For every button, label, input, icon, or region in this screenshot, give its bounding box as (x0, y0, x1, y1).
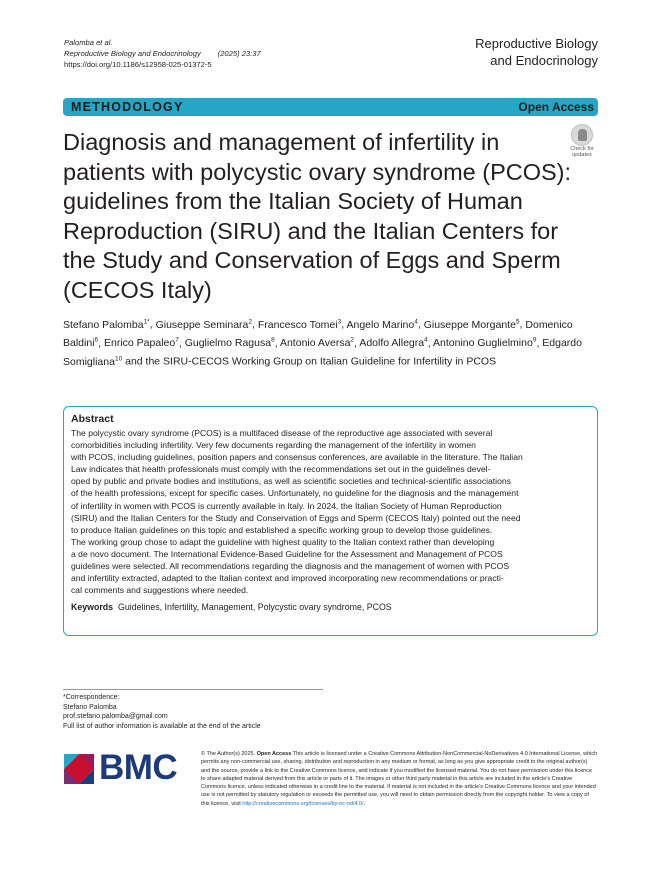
bmc-logo-mark-icon (64, 754, 94, 784)
author-affiliation: 5 (515, 318, 520, 325)
article-type: METHODOLOGY (71, 100, 184, 114)
author-name: Giuseppe Seminara$^2$ (155, 318, 252, 331)
doi-link[interactable]: https://doi.org/10.1186/s12958-025-01372-5 (64, 60, 212, 69)
author-affiliation: 4 (414, 318, 418, 325)
abstract-line: Law indicates that health professionals must comply with the recommendations set out in the guidelines devel- (71, 464, 491, 475)
abstract-line: of infertility in women with PCOS is currently available in Italy. In 2024, the Italian Society of Human Reproduction (71, 500, 502, 511)
abstract-line: and infertility extracted, adapted to the Italian context and improved incorporating new recommendations or practi- (71, 573, 504, 584)
abstract-line: a de novo document. The International Evidence-Based Guideline for the Assessment and Management of PCOS (71, 548, 503, 559)
abstract-body (71, 427, 589, 596)
abstract-line: oped by public and private bodies and institutions, as well as scientific societies and technical-scientific associations (71, 476, 511, 487)
author-list: Stefano Palomba$^{1*}$, Giuseppe Seminara$^2$, Francesco Tomei$^3$, Angelo Marino$^4$, Giuseppe Morgante$^5$, Domenico Baldini$^6$, Enrico Papaleo$^7$, Guglielmo Ragusa$^8$, Antonio Aversa$^2$, Adolfo Allegra$^4$, Antonino Guglielmino$^9$, Edgardo Somigliana$^{10}$ and the SIRU-CECOS Working Group on Italian Guideline for Infertility in PCOS (63, 318, 582, 368)
license-suffix: . (363, 800, 366, 807)
license-text (201, 750, 598, 808)
author-affiliation: 6 (94, 336, 99, 344)
author-name: Giuseppe Morgante$^5$ (423, 318, 520, 331)
author-affiliation: 9 (532, 336, 537, 344)
abstract-line: guidelines were selected. All recommendations regarding the diagnosis and the management of women with PCOS (71, 561, 510, 572)
correspondence-label: *Correspondence: (63, 694, 120, 701)
author-name: Adolfo Allegra$^4$ (359, 336, 428, 350)
author-name: Domenico Baldini$^6$ (63, 318, 573, 350)
license-link[interactable]: http://creativecommons.org/licenses/by-nc-nd/4.0/ (242, 800, 364, 807)
author-affiliation: 4 (424, 336, 428, 344)
correspondence-name: Stefano Palomba (63, 703, 117, 711)
author-name: Guglielmo Ragusa$^8$ (184, 336, 275, 350)
abstract-line: to produce Italian guidelines on this topic and established a specific working group to develop those guidelines. (71, 524, 493, 535)
author-name: Antonino Guglielmino$^9$ (433, 336, 537, 350)
author-affiliation: 7 (175, 336, 179, 344)
journal-short: Reproductive Biology and Endocrinology (64, 49, 201, 58)
keywords-text: Guidelines, Infertility, Management, Polycystic ovary syndrome, PCOS (118, 602, 392, 613)
abstract-line: cal comments and suggestions where needed. (71, 585, 249, 596)
keywords-label: Keywords (71, 602, 114, 613)
license-body: This article is licensed under a Creative Commons Attribution-NonCommercial-NoDerivatives 4.0 International License, which permits any non-commercial use, sharing, distribution and reproduction in any medium or format, as long as you give appropriate credit to the original author(s) and the source, provide a link to the Creative Commons licence, and indicate if you modified the licensed material. You do not have permission under this licence to share adapted material derived from this article or parts of it. The images or other third party material in this article are included in the article's Creative Commons licence, unless indicated otherwise in a credit line to the material. If material is not included in the article's Creative Commons licence and your intended use is not permitted by statutory regulation or exceeds the permitted use, you will need to obtain permission directly from the copyright holder. To view a copy of this licence, visit (201, 751, 598, 807)
author-affiliation: 3 (337, 318, 342, 325)
author-affiliation: 1* (143, 318, 150, 325)
author-affiliation: 8 (271, 336, 275, 344)
author-line: Palomba et al. (64, 38, 113, 47)
correspondence-email[interactable]: prof.stefano.palomba@gmail.com (63, 713, 168, 721)
author-affiliation: 10 (114, 355, 123, 363)
abstract-line: (SIRU) and the Italian Centers for the Study and Conservation of Eggs and Sperm (CECOS Italy) pointed out the need (71, 512, 521, 523)
abstract-box (63, 406, 598, 636)
abstract-heading: Abstract (71, 413, 114, 425)
author-name: Francesco Tomei$^3$ (257, 318, 342, 331)
bmc-logo-text: BMC (99, 748, 178, 787)
author-name: Enrico Papaleo$^7$ (104, 336, 179, 350)
citation-block (64, 37, 261, 70)
author-name: Stefano Palomba$^{1*}$ (63, 318, 150, 331)
license-open-access: Open Access (256, 751, 292, 757)
author-affiliation: 2 (350, 336, 355, 344)
author-name: Angelo Marino$^4$ (346, 318, 418, 331)
footnote-rule (63, 689, 323, 690)
abstract-line: comorbidities including infertility. Very few documents regarding the management of the infertility in women (71, 440, 476, 451)
journal-name (475, 35, 598, 69)
bmc-logo (64, 750, 184, 786)
abstract-line: with PCOS, including guidelines, position papers and consensus conferences, are available in the literature. The Italian (71, 452, 523, 463)
license-prefix: © The Author(s) 2025. (201, 751, 256, 757)
abstract-line: The working group chose to adapt the guideline with highest quality to the Italian context rather than developing (71, 536, 495, 547)
citation-volume: (2025) 23:37 (217, 49, 261, 58)
journal-name-line1: Reproductive Biology (475, 36, 598, 51)
open-access-label: Open Access (518, 100, 594, 114)
author-name: Edgardo Somigliana$^{10}$ (63, 337, 582, 368)
author-group: and the SIRU-CECOS Working Group on Italian Guideline for Infertility in PCOS (122, 355, 497, 368)
article-type-band (63, 98, 598, 116)
check-updates-label: Check for updates (570, 146, 594, 158)
abstract-line: of the health professions, except for specific cases. Unfortunately, no guideline for the diagnosis and the management (71, 488, 519, 499)
check-updates-icon (571, 124, 593, 146)
author-name: Antonio Aversa$^2$ (279, 336, 355, 350)
keywords (71, 601, 589, 613)
abstract-line: The polycystic ovary syndrome (PCOS) is a multifaced disease of the reproductive age associated with several (71, 428, 493, 438)
correspondence-note: Full list of author information is available at the end of the article (63, 722, 261, 730)
journal-name-line2: and Endocrinology (490, 53, 598, 68)
correspondence (63, 693, 261, 731)
article-title: Diagnosis and management of infertility in patients with polycystic ovary syndrome (PCOS): guidelines from the Italian Society of Human Reproduction (SIRU) and the Italian Centers for the Study and Conservation of Eggs and Sperm (CECOS Italy) (63, 129, 572, 303)
author-affiliation: 2 (248, 318, 252, 325)
